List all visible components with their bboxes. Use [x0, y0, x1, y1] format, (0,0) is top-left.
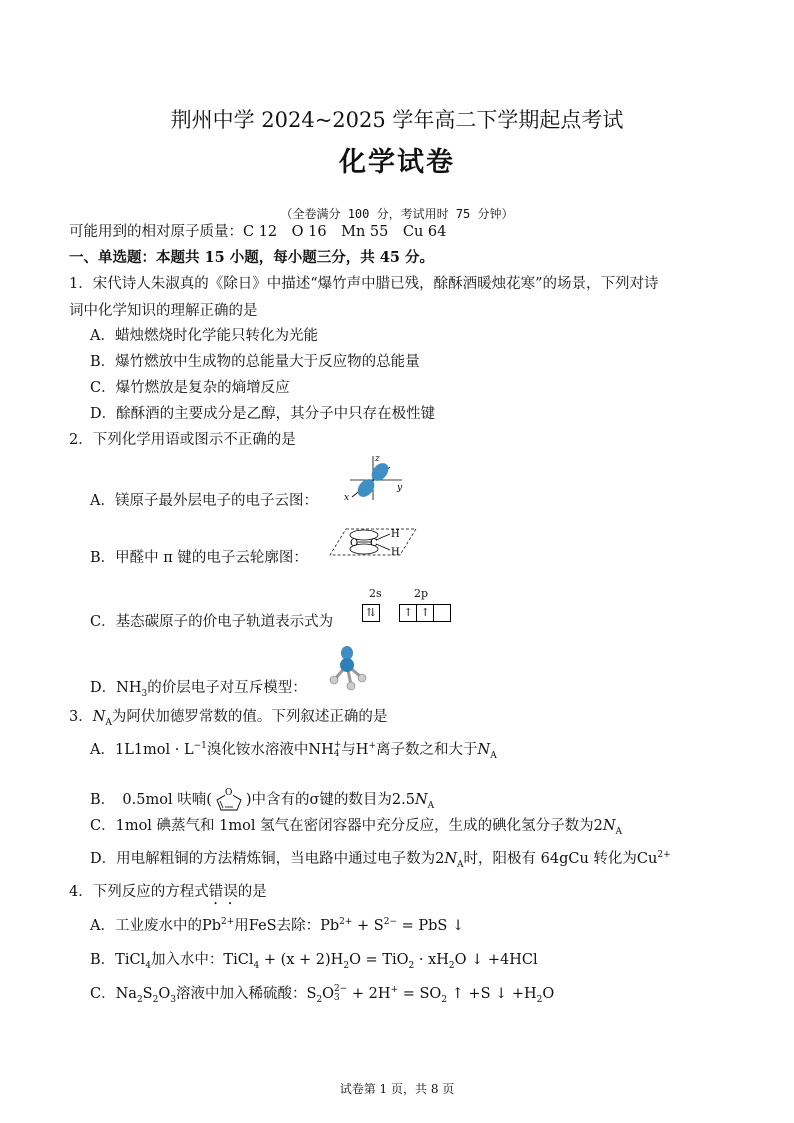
orbital-2s-label: 2s: [369, 587, 382, 600]
q4-c-12: + 2H: [347, 986, 391, 1002]
q3-na-sub: A: [105, 717, 112, 728]
q3-d-2: N: [444, 851, 458, 867]
q3-a-9: N: [477, 742, 491, 758]
orbital-2p-box-3: [433, 604, 451, 622]
q4-c-9: O: [322, 986, 335, 1002]
axis-x-label: x: [344, 493, 350, 502]
q3-a-5: 4: [333, 749, 340, 759]
q3-c-1: C．1mol 碘蒸气和 1mol 氢气在密闭容器中充分反应，生成的碘化氢分子数为2: [90, 818, 603, 834]
orbital-2p-box-1: ↑: [399, 604, 417, 622]
q3-option-a: [90, 738, 497, 761]
hcho-H2-label: H: [391, 547, 400, 558]
q4-a-1: A．工业废水中的Pb: [90, 918, 222, 934]
q2-option-d: [90, 676, 307, 699]
q1-option-a: A．蜡烛燃烧时化学能只转化为光能: [90, 328, 318, 344]
q3-a-10: A: [490, 750, 497, 761]
axis-y-label: y: [397, 483, 403, 493]
q3-a-2: −1: [193, 741, 207, 752]
q4-c-7: 溶液中加入稀硫酸：S: [175, 986, 317, 1002]
q1-stem-line2: 词中化学知识的理解正确的是: [69, 303, 258, 319]
q4-b-3: 加入水中：TiCl: [150, 952, 254, 968]
q3-b-3: N: [414, 792, 428, 808]
q1-option-c: C．爆竹燃放是复杂的熵增反应: [90, 380, 290, 396]
q4-c-17: 2: [536, 994, 543, 1005]
q4-b-4: 4: [253, 960, 260, 971]
q2-option-a: A．镁原子最外层电子的电子云图：: [90, 493, 318, 509]
furan-o-label: O: [224, 788, 233, 798]
q2-option-b: B．甲醛中 π 键的电子云轮廓图：: [90, 550, 308, 566]
q1-option-b: B．爆竹燃放中生成物的总能量大于反应物的总能量: [90, 354, 420, 370]
q3-b-1: B． 0.5mol 呋喃(: [90, 792, 212, 808]
q4-b-6: 2: [343, 960, 350, 971]
q4-option-b: [90, 948, 538, 971]
q4-c-5: O: [158, 986, 171, 1002]
q4-a-3: 用FeS去除：Pb: [234, 918, 340, 934]
q4-stem-post: 的是: [237, 884, 267, 900]
q4-stem: [69, 880, 267, 908]
hcho-O-label: O: [350, 538, 359, 549]
q4-c-18: O: [542, 986, 555, 1002]
q3-a-3: 溴化铵水溶液中NH: [206, 742, 334, 758]
q4-b-1: B．TiCl: [90, 952, 146, 968]
axis-z-label: z: [375, 454, 380, 464]
q3-d-5: 2+: [657, 850, 671, 861]
q3-stem-rest: 为阿伏加德罗常数的值。下列叙述正确的是: [111, 709, 388, 725]
q3-a-1: A．1L1mol · L: [90, 742, 194, 758]
q4-b-11: O ↓ +4HCl: [454, 952, 538, 968]
q4-b-8: 2: [408, 960, 415, 971]
orbital-2p-box-2: ↑: [416, 604, 434, 622]
q3-d-1: D．用电解粗铜的方法精炼铜，当电路中通过电子数为2: [90, 851, 445, 867]
section-heading: 一、单选题：本题共 15 小题，每小题三分，共 45 分。: [69, 249, 435, 266]
q4-c-8: 2: [316, 994, 323, 1005]
nh3-vsepr-model-figure: [327, 641, 369, 691]
q4-c-11: 3: [334, 993, 340, 1003]
q3-c-3: A: [615, 826, 623, 837]
q4-b-2: 4: [145, 960, 151, 971]
q3-a-8: 离子数之和大于: [376, 742, 478, 758]
q2-option-c: C．基态碳原子的价电子轨道表示式为: [90, 614, 334, 630]
orbital-2p-label: 2p: [414, 587, 429, 600]
q4-c-3: S: [142, 986, 153, 1002]
q4-stem-emphasis: 错误: [208, 884, 238, 900]
q3-a-4: +: [333, 740, 342, 750]
atomic-masses: 可能用到的相对原子质量：C 12 O 16 Mn 55 Cu 64: [69, 224, 447, 240]
q3-stem: [69, 705, 387, 728]
q3-na: N: [92, 709, 106, 725]
q4-c-1: C．Na: [90, 986, 137, 1002]
q3-option-b: [90, 787, 434, 813]
furan-ring-icon: [212, 787, 246, 813]
q3-b-4: A: [427, 800, 435, 811]
q2-d-sub: 3: [141, 688, 148, 699]
exam-note: （全卷满分 100 分，考试用时 75 分钟）: [280, 207, 514, 221]
q3-d-4: 时，阳极有 64gCu 转化为Cu: [463, 851, 658, 867]
q4-c-10: 2−: [334, 984, 348, 994]
q3-c-2: N: [602, 818, 616, 834]
q3-a-7: +: [368, 741, 376, 752]
q4-b-5: + (x + 2)H: [259, 952, 344, 968]
q3-option-c: [90, 814, 622, 837]
orbital-2s-box: ⇅: [362, 604, 380, 622]
q4-b-9: · xH: [414, 952, 449, 968]
q4-option-c: [90, 982, 554, 1005]
q4-option-a: [90, 914, 464, 935]
q1-option-d: D．酴酥酒的主要成分是乙醇，其分子中只存在极性键: [90, 406, 436, 422]
q4-a-5: + S: [352, 918, 384, 934]
q4-c-4: 2: [152, 994, 159, 1005]
q4-a-4: 2+: [339, 917, 353, 928]
q2-d-post: 的价层电子对互斥模型：: [147, 680, 307, 696]
q4-c-15: 2: [441, 994, 448, 1005]
q2-d-pre: D．NH: [90, 680, 142, 696]
q3-option-d: [90, 847, 671, 870]
q2-stem: 2．下列化学用语或图示不正确的是: [69, 432, 296, 448]
q3-b-2: )中含有的σ键的数目为2.5: [245, 792, 415, 808]
q4-b-10: 2: [448, 960, 455, 971]
exam-title: 荆州中学 2024~2025 学年高二下学期起点考试: [170, 108, 624, 132]
mg-electron-cloud-figure: [340, 452, 410, 502]
q1-stem-line1: 1．宋代诗人朱淑真的《除日》中描述“爆竹声中腊已残，酴酥酒暖烛花寒”的场景，下列对诗: [69, 276, 659, 292]
page-footer: 试卷第 1 页，共 8 页: [339, 1082, 455, 1096]
q4-c-2: 2: [136, 994, 143, 1005]
q4-b-7: O = TiO: [349, 952, 409, 968]
q3-d-3: A: [457, 859, 464, 870]
q3-a-6: 与H: [341, 742, 369, 758]
hcho-C-label: C: [370, 538, 378, 549]
orbital-diagram: [363, 602, 451, 622]
subject-title: 化学试卷: [339, 147, 455, 178]
q4-c-14: = SO: [398, 986, 442, 1002]
hcho-H1-label: H: [391, 529, 400, 540]
q4-a-2: 2+: [221, 917, 235, 928]
q4-a-6: 2−: [383, 917, 397, 928]
q4-c-16: ↑ +S ↓ +H: [447, 986, 537, 1002]
q4-c-13: +: [390, 985, 399, 996]
q3-num: 3．: [69, 709, 93, 725]
q4-c-6: 3: [170, 994, 176, 1005]
q4-stem-pre: 4．下列反应的方程式: [69, 884, 209, 900]
q4-a-7: = PbS ↓: [397, 918, 465, 934]
hcho-pi-bond-figure: [328, 525, 418, 559]
